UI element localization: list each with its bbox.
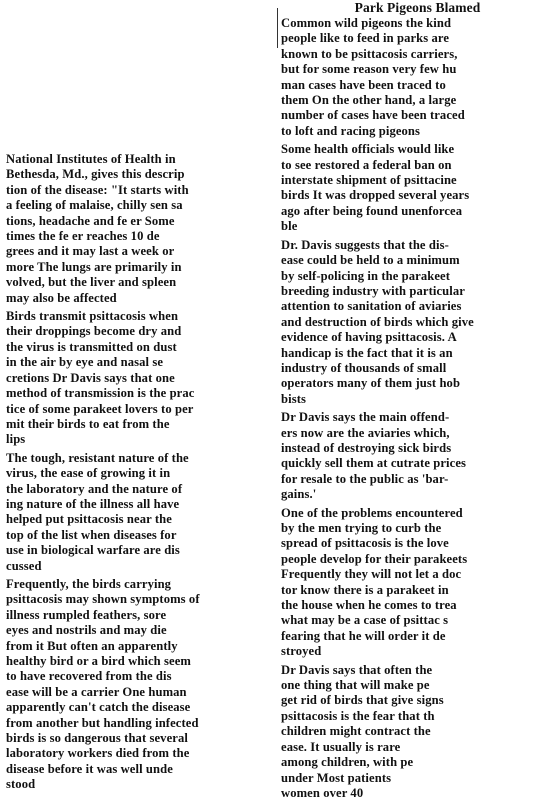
text-line: them On the other hand, a large [281, 93, 457, 108]
text-line: Dr. Davis suggests that the dis- [281, 237, 449, 252]
text-line: for resale to the public as 'bar- [281, 471, 449, 486]
text-line: by self-policing in the parakeet [281, 268, 451, 283]
right-paragraph-1 [281, 16, 554, 139]
text-line: breeding industry with particular [281, 283, 465, 298]
text-line: The tough, resistant nature of the [6, 450, 189, 465]
right-paragraph-5 [281, 506, 554, 660]
text-line: volved, but the liver and spleen [6, 275, 177, 290]
text-line: Frequently they will not let a doc [281, 567, 462, 582]
text-line: apparently can't catch the disease [6, 700, 191, 715]
text-line: under Most patients [281, 770, 392, 785]
text-line: the virus is transmitted on dust [6, 339, 177, 354]
text-line: from another but handling infected [6, 715, 199, 730]
right-paragraph-3 [281, 238, 554, 407]
text-line: to loft and racing pigeons [281, 123, 421, 138]
text-line: the laboratory and the nature of [6, 481, 183, 496]
text-line: in the air by eye and nasal se [6, 355, 164, 370]
text-line: Birds transmit psittacosis when [6, 309, 179, 324]
text-line: people like to feed in parks are [281, 31, 450, 46]
text-line: children might contract the [281, 724, 431, 739]
text-line: stood [6, 777, 36, 792]
right-paragraph-6 [281, 663, 554, 802]
text-line: known to be psittacosis carriers, [281, 46, 458, 61]
text-line: healthy bird or a bird which seem [6, 654, 191, 668]
text-line: get rid of birds that give signs [281, 693, 444, 708]
text-line: ease could be held to a minimum [281, 253, 460, 268]
text-line: Bethesda, Md., gives this descrip [6, 167, 185, 182]
text-line: ers now are the aviaries which, [281, 425, 450, 440]
text-line: spread of psittacosis is the love [281, 536, 449, 551]
text-line: number of cases have been traced [281, 108, 465, 123]
text-line: Some health officials would like [281, 142, 455, 157]
text-line: ease will be a carrier One human [6, 684, 187, 699]
text-line: from it But often an apparently [6, 638, 178, 653]
text-line: ago after being found unenforcea [281, 203, 463, 218]
text-line: women over 40 [281, 785, 364, 800]
text-line: laboratory workers died from the [6, 746, 190, 761]
text-line: One of the problems encountered [281, 505, 463, 520]
left-paragraph-1 [6, 152, 272, 306]
right-column [281, 0, 554, 804]
text-line: top of the list when diseases for [6, 527, 177, 542]
text-line: industry of thousands of small [281, 360, 447, 375]
text-line: the house when he comes to trea [281, 598, 457, 613]
text-line: illness rumpled feathers, sore [6, 607, 167, 622]
text-line: method of transmission is the prac [6, 386, 195, 401]
text-line: fearing that he will order it de [281, 628, 446, 643]
text-line: ease. It usually is rare [281, 739, 401, 754]
text-line: ing nature of the illness all have [6, 496, 180, 511]
text-line: ble [281, 219, 298, 234]
text-line: one thing that will make pe [281, 678, 430, 693]
text-line: birds It was dropped several years [281, 188, 470, 203]
column-rule [277, 8, 278, 48]
text-line: gains.' [281, 487, 317, 502]
text-line: may also be affected [6, 290, 117, 305]
text-line: National Institutes of Health in [6, 152, 176, 166]
left-paragraph-4 [6, 577, 272, 793]
text-line: Frequently, the birds carrying [6, 576, 172, 591]
text-line: their droppings become dry and [6, 324, 182, 339]
text-line: stroyed [281, 644, 322, 659]
text-line: people develop for their parakeets [281, 551, 468, 566]
text-line: what may be a case of psittac s [281, 613, 449, 628]
text-line: Dr Davis says that often the [281, 662, 433, 677]
text-line: psittacosis is the fear that th [281, 708, 435, 723]
text-line: cussed [6, 558, 42, 573]
text-line: more The lungs are primarily in [6, 259, 182, 274]
text-line: cretions Dr Davis says that one [6, 370, 175, 385]
text-line: Common wild pigeons the kind [281, 16, 452, 30]
text-line: virus, the ease of growing it in [6, 466, 171, 481]
right-paragraph-4 [281, 410, 554, 502]
text-line: man cases have been traced to [281, 77, 446, 92]
text-line: grees and it may last a week or [6, 244, 175, 259]
text-line: psittacosis may shown symptoms of [6, 592, 200, 607]
text-line: tions, headache and fe er Some [6, 213, 175, 228]
text-line: quickly sell them at cutrate prices [281, 456, 467, 471]
text-line: attention to sanitation of aviaries [281, 299, 462, 314]
text-line: evidence of having psittacosis. A [281, 330, 457, 345]
text-line: a feeling of malaise, chilly sen sa [6, 198, 183, 213]
text-line: Dr Davis says the main offend- [281, 410, 450, 425]
text-line: use in biological warfare are dis [6, 543, 180, 558]
text-line: disease before it was well unde [6, 761, 173, 776]
left-paragraph-2 [6, 309, 272, 448]
left-paragraph-3 [6, 451, 272, 574]
left-column [6, 152, 272, 796]
right-paragraph-2 [281, 142, 554, 234]
text-line: to see restored a federal ban on [281, 157, 452, 172]
text-line: operators many of them just hob [281, 376, 461, 391]
text-line: interstate shipment of psittacine [281, 173, 457, 188]
text-line: among children, with pe [281, 755, 414, 770]
text-line: lips [6, 432, 26, 447]
text-line: tion of the disease: "It starts with [6, 182, 189, 197]
text-line: tor know there is a parakeet in [281, 582, 449, 597]
text-line: by the men trying to curb the [281, 521, 442, 535]
text-line: birds is so dangerous that several [6, 731, 188, 746]
text-line: helped put psittacosis near the [6, 512, 172, 527]
text-line: mit their birds to eat from the [6, 416, 170, 431]
text-line: tice of some parakeet lovers to per [6, 401, 194, 416]
text-line: but for some reason very few hu [281, 62, 457, 77]
text-line: times the fe er reaches 10 de [6, 229, 160, 244]
article-subheading: Park Pigeons Blamed [354, 0, 481, 15]
text-line: instead of destroying sick birds [281, 440, 452, 455]
text-line: eyes and nostrils and may die [6, 623, 167, 638]
text-line: bists [281, 391, 306, 406]
text-line: handicap is the fact that it is an [281, 345, 453, 360]
text-line: and destruction of birds which give [281, 314, 474, 329]
text-line: to have recovered from the dis [6, 669, 172, 684]
